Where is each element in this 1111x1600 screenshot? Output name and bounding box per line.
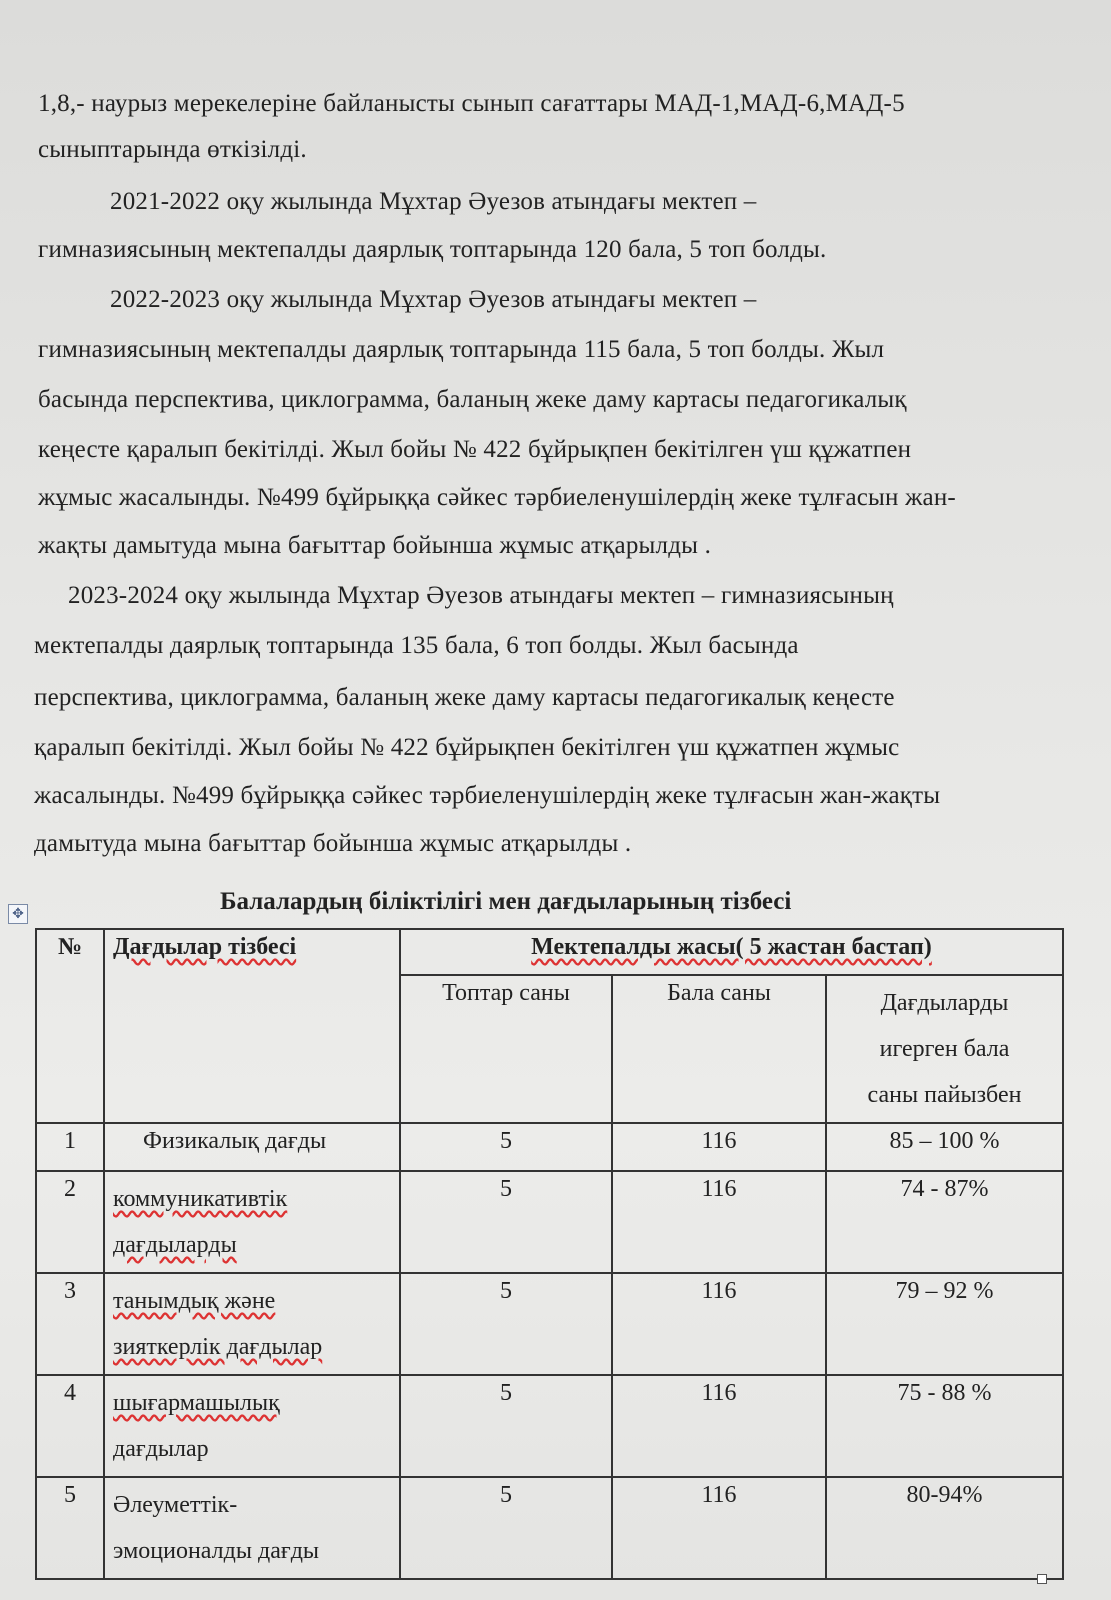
row-skill-line: дағдыларды (113, 1232, 237, 1258)
header-mastered-line: игерген бала (879, 1036, 1010, 1062)
table-row (36, 1477, 1063, 1579)
text-line: мектепалды даярлық топтарында 135 бала, 6 топ болды. Жыл басында (34, 632, 799, 659)
row-skill: Физикалық дағды (104, 1123, 400, 1171)
row-no: 1 (36, 1123, 104, 1171)
text-line: перспектива, циклограмма, баланың жеке даму картасы педагогикалық кеңесте (34, 684, 895, 711)
row-percent: 85 – 100 % (826, 1123, 1063, 1171)
row-percent: 74 - 87% (826, 1171, 1063, 1273)
table-resize-handle[interactable] (1037, 1574, 1047, 1584)
header-mastered (826, 975, 1063, 1123)
text-line: 2023-2024 оқу жылында Мұхтар Әуезов атындағы мектеп – гимназиясының (68, 582, 894, 609)
table-title: Балалардың біліктілігі мен дағдыларының тізбесі (220, 888, 792, 915)
table-row (36, 1171, 1063, 1273)
move-handle-icon[interactable]: ✥ (8, 904, 28, 924)
row-skill-line: эмоционалды дағды (113, 1538, 320, 1564)
header-age-group (400, 929, 1063, 975)
row-skill-line: танымдық және (113, 1288, 276, 1314)
row-children: 116 (612, 1375, 826, 1477)
row-percent: 80-94% (826, 1477, 1063, 1579)
table-row (36, 1273, 1063, 1375)
row-groups: 5 (400, 1273, 612, 1375)
text-line: басында перспектива, циклограмма, баланың жеке даму картасы педагогикалық (38, 386, 907, 413)
text-line: гимназиясының мектепалды даярлық топтарында 115 бала, 5 топ болды. Жыл (38, 336, 885, 363)
row-children: 116 (612, 1123, 826, 1171)
row-groups: 5 (400, 1171, 612, 1273)
header-mastered-line: саны пайызбен (867, 1082, 1022, 1108)
text-line: 2021-2022 оқу жылында Мұхтар Әуезов атындағы мектеп – (110, 188, 757, 215)
header-skills-label: Дағдылар тізбесі (113, 934, 297, 960)
row-skill-line: дағдылар (113, 1436, 209, 1462)
row-skill (104, 1273, 400, 1375)
row-skill (104, 1375, 400, 1477)
row-groups: 5 (400, 1123, 612, 1171)
table-row (36, 1123, 1063, 1171)
row-groups: 5 (400, 1477, 612, 1579)
text-line: кеңесте қаралып бекітілді. Жыл бойы № 422 бұйрықпен бекітілген үш құжатпен (38, 436, 912, 463)
row-no: 2 (36, 1171, 104, 1273)
row-skill-line: коммуникативтік (113, 1186, 288, 1212)
table-header-row (36, 929, 1063, 975)
row-children: 116 (612, 1273, 826, 1375)
row-no: 5 (36, 1477, 104, 1579)
header-no: № (36, 929, 104, 1123)
header-age-group-label: Мектепалды жасы( 5 жастан бастап) (531, 934, 932, 960)
text-line: дамытуда мына бағыттар бойынша жұмыс атқарылды . (34, 830, 632, 857)
row-no: 3 (36, 1273, 104, 1375)
row-percent: 75 - 88 % (826, 1375, 1063, 1477)
text-line: 2022-2023 оқу жылында Мұхтар Әуезов атындағы мектеп – (110, 286, 757, 313)
text-line: 1,8,- наурыз мерекелеріне байланысты сынып сағаттары МАД-1,МАД-6,МАД-5 (38, 90, 905, 117)
text-line: жасалынды. №499 бұйрыққа сәйкес тәрбиеленушілердің жеке тұлғасын жан-жақты (34, 782, 941, 809)
row-skill-line: шығармашылық (113, 1390, 280, 1416)
table-row (36, 1375, 1063, 1477)
row-percent: 79 – 92 % (826, 1273, 1063, 1375)
text-line: қаралып бекітілді. Жыл бойы № 422 бұйрықпен бекітілген үш құжатпен жұмыс (34, 734, 900, 761)
text-line: сыныптарында өткізілді. (38, 136, 307, 163)
header-mastered-line: Дағдыларды (880, 990, 1009, 1016)
skills-table (35, 928, 1064, 1580)
row-skill-line: Әлеуметтік- (113, 1492, 238, 1518)
header-groups: Топтар саны (400, 975, 612, 1123)
row-groups: 5 (400, 1375, 612, 1477)
row-children: 116 (612, 1477, 826, 1579)
header-skills (104, 929, 400, 1123)
row-skill (104, 1477, 400, 1579)
header-children: Бала саны (612, 975, 826, 1123)
text-line: жақты дамытуда мына бағыттар бойынша жұмыс атқарылды . (38, 532, 712, 559)
row-no: 4 (36, 1375, 104, 1477)
text-line: жұмыс жасалынды. №499 бұйрыққа сәйкес тәрбиеленушілердің жеке тұлғасын жан- (38, 484, 956, 511)
row-skill (104, 1171, 400, 1273)
row-skill-line: зияткерлік дағдылар (113, 1334, 323, 1360)
row-children: 116 (612, 1171, 826, 1273)
text-line: гимназиясының мектепалды даярлық топтарында 120 бала, 5 топ болды. (38, 236, 827, 263)
